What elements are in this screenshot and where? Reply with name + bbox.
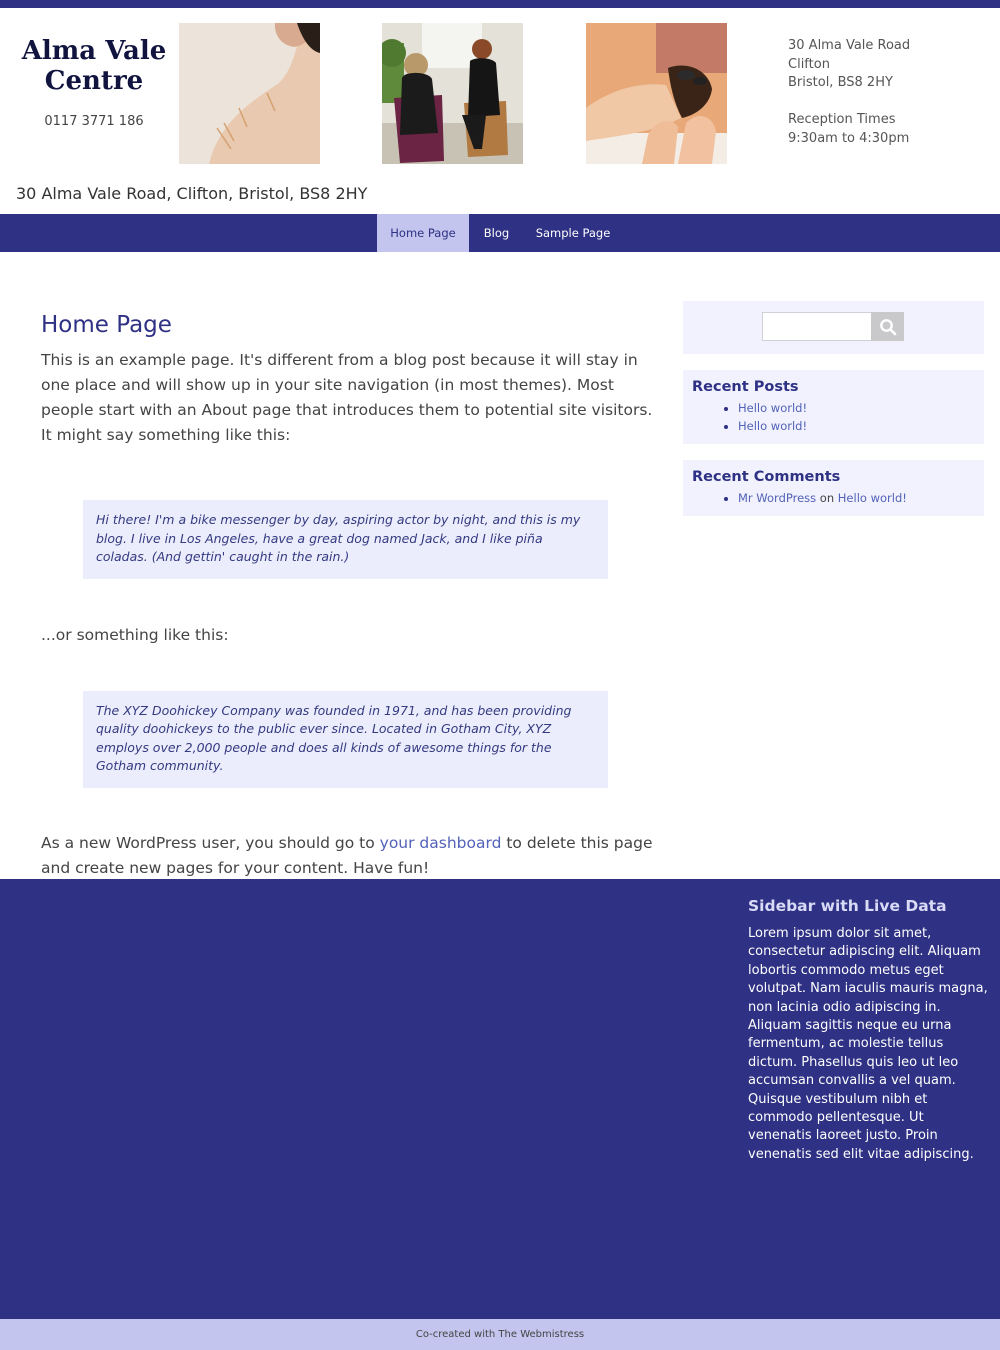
footer-widgets [0,879,1000,1319]
contact-block [788,37,910,148]
main-content [41,312,653,881]
top-accent-bar [0,0,1000,8]
site-title-line2: Centre [44,66,144,96]
search-input[interactable] [762,312,872,341]
site-title[interactable] [14,36,174,96]
outro-text-before: As a new WordPress user, you should go to [41,833,380,852]
comment-post-link[interactable]: Hello world! [837,491,907,505]
outro-paragraph [41,831,653,881]
phone-number: 0117 3771 186 [44,114,144,129]
list-item [738,417,984,435]
address-line2: Clifton [788,56,830,72]
recent-posts-title: Recent Posts [692,379,799,395]
recent-comments-title: Recent Comments [692,469,841,485]
nav-item-blog[interactable]: Blog [483,226,510,240]
live-data-title: Sidebar with Live Data [748,897,947,915]
search-icon [879,318,897,336]
nav-item-home-page[interactable]: Home Page [377,214,469,252]
spacer [788,93,910,112]
recent-comments-widget [683,460,984,516]
address-line3: Bristol, BS8 2HY [788,75,893,90]
main-navigation [0,214,1000,252]
recent-posts-list [683,399,984,444]
example-quote-2: The XYZ Doohickey Company was founded in 1971, and has been providing quality doohickeys to the public ever since. Located in Gotham City, XYZ employs over 2,000 people and does all kinds of awesome things for the Gotham community. [83,691,608,788]
site-brand [14,36,174,129]
list-item [738,489,984,507]
outro-text-after: to delete this page and create new pages for your content. Have fun! [41,833,653,877]
search-button[interactable] [871,312,904,341]
address-line1: 30 Alma Vale Road [788,38,911,53]
reception-hours: 9:30am to 4:30pm [788,130,910,146]
recent-posts-widget [683,370,984,444]
recent-post-link[interactable]: Hello world! [738,419,808,433]
comment-on-label: on [819,491,835,505]
reception-label: Reception Times [788,112,896,127]
dashboard-link[interactable]: your dashboard [379,833,502,852]
site-title-line1: Alma Vale [21,36,167,66]
comment-author-link[interactable]: Mr WordPress [738,491,817,505]
nav-item-sample-page[interactable]: Sample Page [535,226,611,240]
middle-paragraph: ...or something like this: [41,625,229,644]
intro-paragraph: This is an example page. It's different from a blog post because it will stay in one place and will show up in your site navigation (in most themes). Most people start with an About page that introduces them to potential site visitors. It might say something like this: [41,351,653,444]
live-data-text: Lorem ipsum dolor sit amet, consectetur adipiscing elit. Aliquam lobortis commodo metus eget volutpat. Nam iaculis mauris magna, non lacinia odio adipiscing in. Aliquam sagittis neque eu urna fermentum, ac molestie tellus dictum. Phasellus quis leo ut leo accumsan convallis a vel quam. Quisque vestibulum nibh et commodo pellentesque. Ut venenatis laoreet justo. Proin venenatis sed elit vitae adipiscing. [748,926,988,1162]
sidebar [683,301,984,532]
recent-comments-list [683,489,984,516]
list-item [738,399,984,417]
hot-stone-massage-photo [586,23,727,164]
example-quote-1: Hi there! I'm a bike messenger by day, aspiring actor by night, and this is my blog. I live in Los Angeles, have a great dog named Jack, and I like piña coladas. (And gettin' caught in the rain.) [83,500,608,579]
page-title: Home Page [41,312,172,338]
footer-credit: Co-created with The Webmistress [0,1319,1000,1350]
acupuncture-photo [179,23,320,164]
site-tagline: 30 Alma Vale Road, Clifton, Bristol, BS8 2HY [16,184,368,203]
search-widget [683,301,984,354]
consultation-photo [382,23,523,164]
recent-post-link[interactable]: Hello world! [738,401,808,415]
